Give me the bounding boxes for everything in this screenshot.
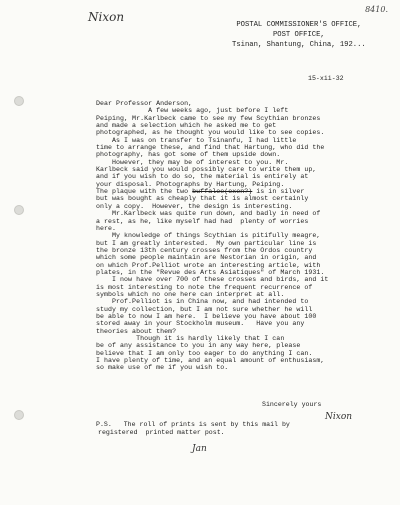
body-line: I have plenty of time, and an equal amount of enthusiasm,	[96, 357, 325, 365]
body-line: here.	[96, 224, 117, 232]
body-line: the bronze 13th century crosses from the Ordos country	[96, 246, 313, 254]
body-line: be able to now I am here. I believe you have about 100	[96, 312, 317, 320]
body-line: so make use of me if you wish to.	[96, 364, 229, 372]
struck-suffix: is in silver	[252, 188, 305, 196]
body-line: Prof.Pelliot is in China now, and had intended to	[96, 298, 309, 306]
body-line: My knowledge of things Scythian is pitifully meagre,	[96, 232, 321, 240]
body-line: and if you wish to do so, the material is entirely at	[96, 173, 309, 181]
body-line: plates, in the "Revue des Arts Asiatiques" of March 1931.	[96, 268, 325, 276]
body-line: Karlbeck said you would possibly care to write them up,	[96, 166, 317, 174]
letterhead	[232, 20, 366, 50]
letterhead-year: 192...	[339, 41, 366, 49]
body-line: be of any assistance to you in any way here, please	[96, 342, 301, 350]
body-line: but I am greatly interested. My own particular line is	[96, 239, 317, 247]
punch-hole	[14, 205, 24, 215]
document-number: 8410.	[365, 5, 388, 14]
body-line: Mr.Karlbeck was quite run down, and badly in need of	[96, 210, 321, 218]
letterhead-city: Tsinan, Shantung, China,	[232, 41, 336, 49]
body-line: but was bought as cheaply that it is almost certainly	[96, 195, 309, 203]
body-line: Peiping, Mr.Karlbeck came to see my few Scythian bronzes	[96, 114, 321, 122]
letterhead-location	[232, 40, 366, 50]
body-line: believe that I am only too eager to do anything I can.	[96, 349, 313, 357]
punch-hole	[14, 96, 24, 106]
body-line: and made a selection which he asked me to get	[96, 122, 277, 130]
letter-date: 15-xii-32	[308, 75, 344, 82]
body-line: However, they may be of interest to you. Mr.	[96, 158, 289, 166]
handwritten-initials: Jan	[192, 444, 207, 454]
struck-prefix: The plaque with the two	[96, 188, 193, 196]
handwritten-name: Nixon	[88, 10, 125, 24]
body-line: Though it is hardly likely that I can	[96, 335, 285, 342]
body-line: time to arrange these, and find that Hartung, who did the	[96, 144, 325, 152]
letter-body	[96, 100, 388, 372]
body-line: A few weeks ago, just before I left	[96, 107, 289, 115]
body-line: study my collection, but I am not sure whether he will	[96, 305, 313, 313]
body-line: I now have over 700 of these crosses and birds, and it	[96, 276, 329, 284]
struck-word: buffaloe(oxen?)	[192, 188, 253, 196]
body-line: photographed, as he thought you would like to see copies.	[96, 129, 325, 137]
body-line: only a copy. However, the design is interesting.	[96, 202, 293, 210]
body-line: symbols which no one here can interpret at all.	[96, 290, 285, 298]
body-line: photography, has got some of them upside down.	[96, 151, 281, 159]
body-line: stored away in your Stockholm museum. Have you any	[96, 320, 305, 328]
postscript-line: P.S. The roll of prints is sent by this mail by	[96, 421, 290, 428]
body-line: your disposal. Photographs by Hartung, Peiping.	[96, 180, 285, 188]
letterhead-post-office: POST OFFICE,	[272, 31, 325, 39]
salutation: Dear Professor Anderson,	[96, 100, 193, 107]
letterhead-office: POSTAL COMMISSIONER'S OFFICE,	[236, 21, 362, 29]
body-line: a rest, as he, like myself had had plenty of worries	[96, 217, 309, 225]
handwritten-signature: Nixon	[325, 412, 353, 422]
body-line-struck	[96, 188, 388, 195]
punch-hole	[14, 410, 24, 420]
body-line: on which Prof.Pelliot wrote an interesting article, with	[96, 261, 321, 269]
body-line: As I was on transfer to Tsinanfu, I had little	[96, 136, 297, 144]
postscript	[96, 421, 396, 437]
body-line: theories about them?	[96, 327, 177, 335]
body-line: is most interesting to note the frequent recurrence of	[96, 283, 313, 291]
closing: Sincerely yours	[262, 401, 322, 408]
body-line: which some people maintain are Nestorian in origin, and	[96, 254, 317, 262]
postscript-line: registered printed matter post.	[98, 429, 225, 436]
